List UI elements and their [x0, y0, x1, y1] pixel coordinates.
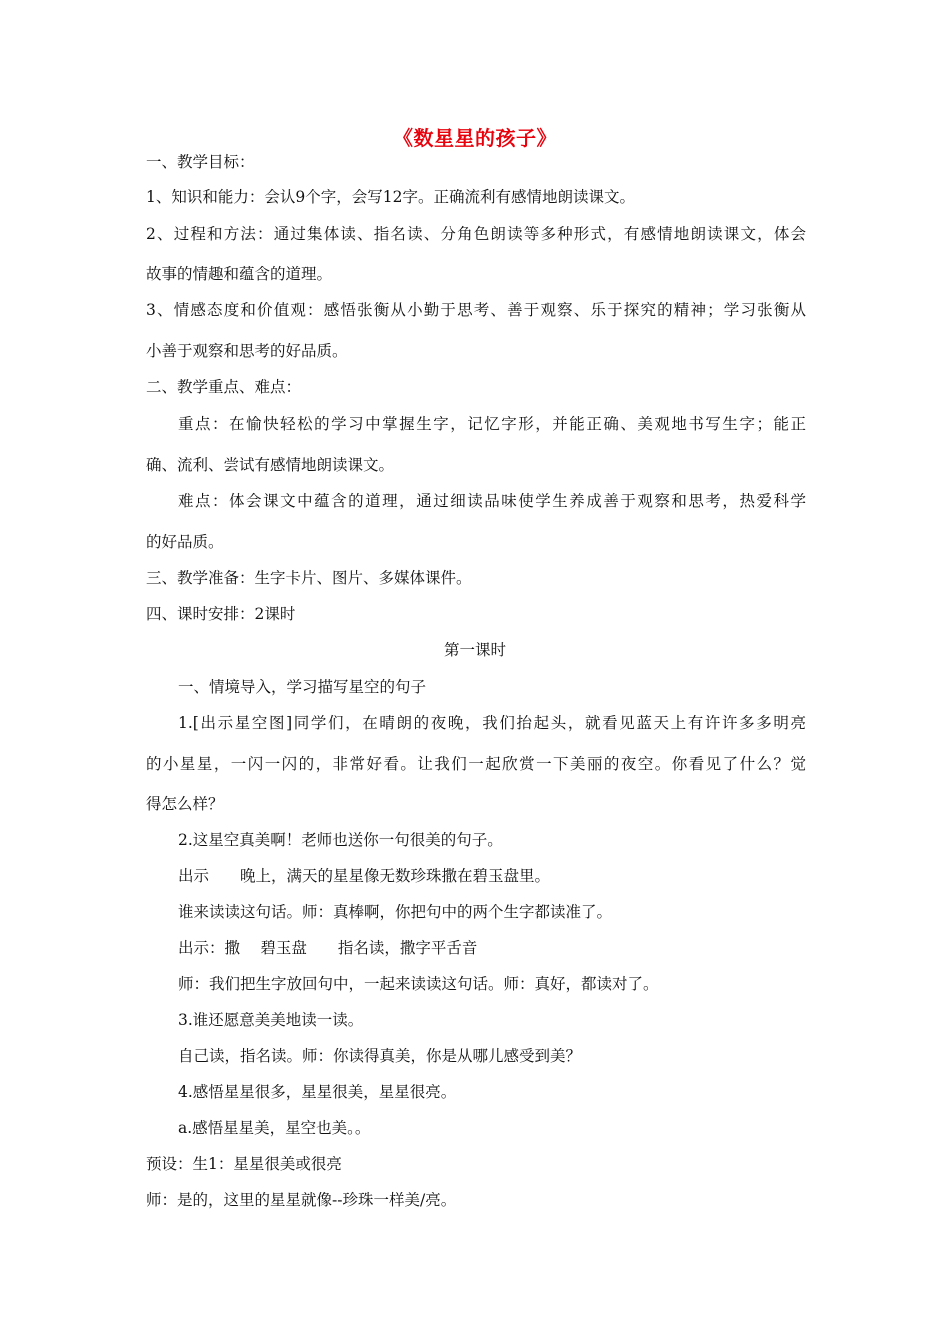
objective-3: 3、情感态度和价值观：感悟张衡从小勤于思考、善于观察、乐于探究的精神；学习张衡从: [146, 301, 806, 319]
step-3-read: 自己读，指名读。师：你读得真美，你是从哪儿感受到美？: [178, 1047, 582, 1065]
step-3: 3.谁还愿意美美地读一读。: [178, 1011, 364, 1029]
section-heading-preparation: 三、教学准备：生字卡片、图片、多媒体课件。: [146, 569, 472, 587]
step-2-read-together: 师：我们把生字放回句中，一起来读读这句话。师：真好，都读对了。: [178, 975, 659, 993]
teacher-response: 师：是的，这里的星星就像--珍珠一样美/亮。: [146, 1191, 457, 1209]
key-point-cont: 确、流利、尝试有感情地朗读课文。: [146, 456, 395, 474]
objective-2: 2、过程和方法：通过集体读、指名读、分角色朗读等多种形式，有感情地朗读课文，体会: [146, 225, 806, 243]
step-4-a: a.感悟星星美，星空也美。。: [178, 1119, 371, 1137]
step-2-show: 出示 晚上，满天的星星像无数珍珠撒在碧玉盘里。: [178, 867, 551, 885]
objective-1: 1、知识和能力：会认9个字，会写12字。正确流利有感情地朗读课文。: [146, 188, 635, 206]
section-heading-key-points: 二、教学重点、难点：: [146, 378, 302, 396]
step-2: 2.这星空真美啊！老师也送你一句很美的句子。: [178, 831, 503, 849]
document-title: 《数星星的孩子》: [393, 126, 557, 150]
preset-answer: 预设：生1：星星很美或很亮: [146, 1155, 342, 1173]
lesson-heading: 第一课时: [443, 641, 506, 659]
step-1-cont: 的小星星，一闪一闪的，非常好看。让我们一起欣赏一下美丽的夜空。你看见了什么？觉: [146, 755, 806, 773]
difficult-point-cont: 的好品质。: [146, 533, 224, 551]
step-4: 4.感悟星星很多，星星很美，星星很亮。: [178, 1083, 457, 1101]
step-1: 1.[出示星空图]同学们，在晴朗的夜晚，我们抬起头，就看见蓝天上有许许多多明亮: [178, 714, 806, 732]
difficult-point: 难点：体会课文中蕴含的道理，通过细读品味使学生养成善于观察和思考，热爱科学: [178, 492, 806, 510]
step-1-cont-2: 得怎么样？: [146, 795, 224, 813]
step-2-show-words: 出示：撒 碧玉盘 指名读，撒字平舌音: [178, 939, 478, 957]
section-heading-schedule: 四、课时安排：2课时: [146, 605, 296, 623]
key-point: 重点：在愉快轻松的学习中掌握生字，记忆字形，并能正确、美观地书写生字；能正: [178, 415, 806, 433]
objective-2-cont: 故事的情趣和蕴含的道理。: [146, 265, 333, 283]
step-2-read: 谁来读读这句话。师：真棒啊，你把句中的两个生字都读准了。: [178, 903, 613, 921]
objective-3-cont: 小善于观察和思考的好品质。: [146, 342, 348, 360]
step-intro: 一、情境导入，学习描写星空的句子: [178, 678, 427, 696]
section-heading-objectives: 一、教学目标：: [146, 153, 255, 171]
